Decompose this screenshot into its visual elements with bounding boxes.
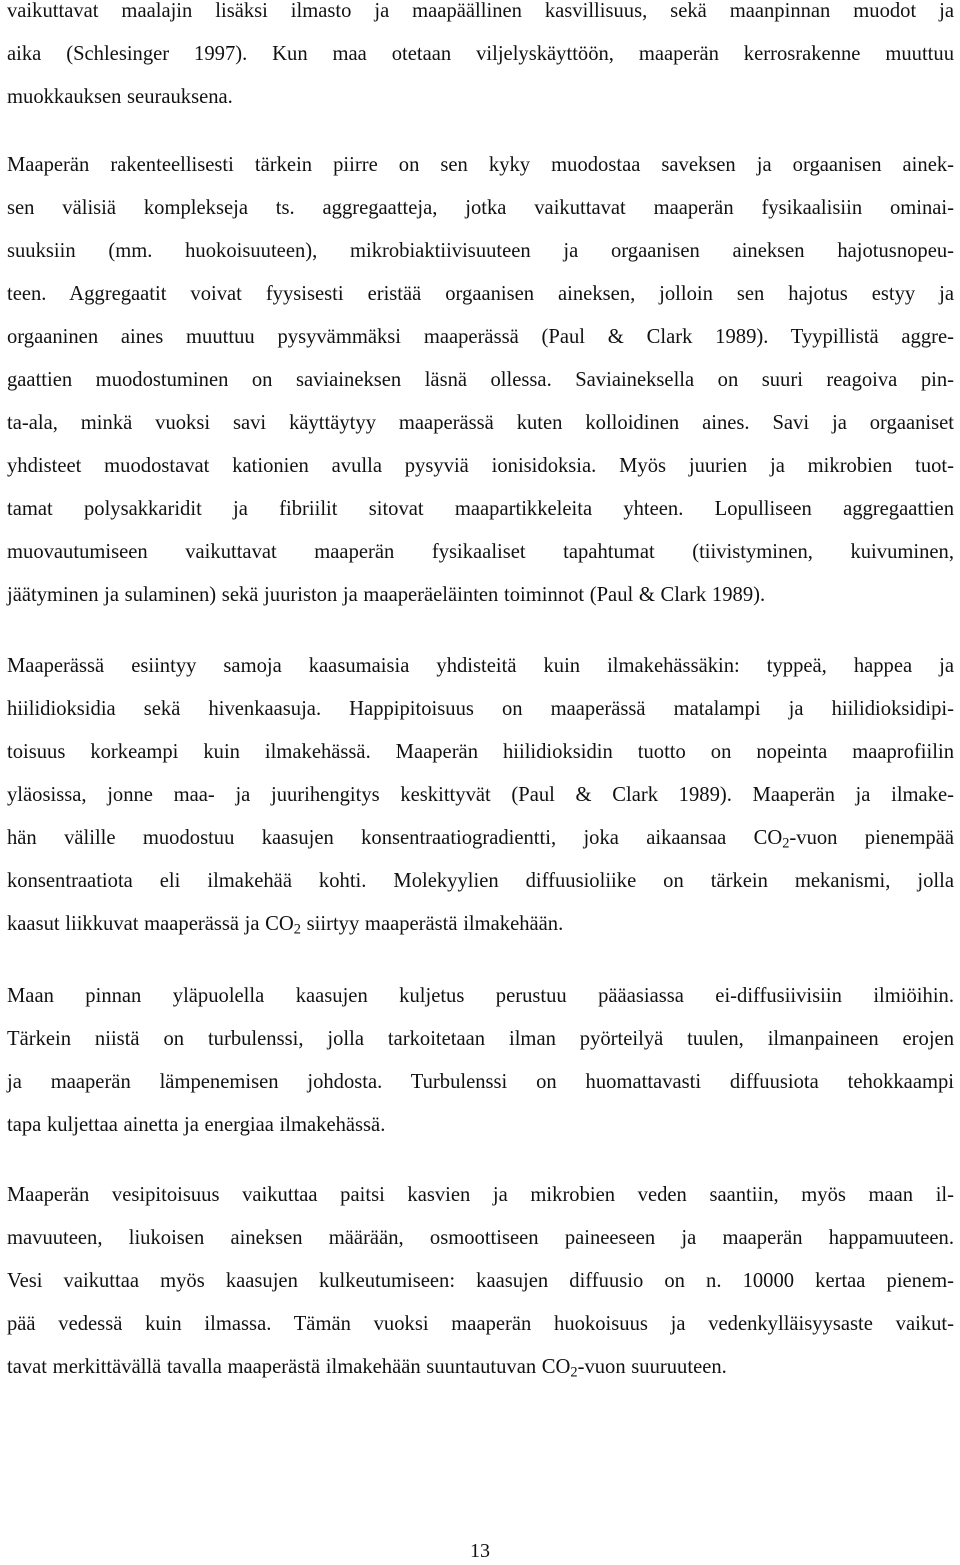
page-number: 13 — [470, 1540, 490, 1562]
text-line — [7, 827, 954, 853]
subscript: 2 — [293, 921, 301, 938]
text-line: jäätyminen ja sulaminen) sekä juuriston ja maaperäeläinten toiminnot (Paul & Clark 1989). — [7, 584, 766, 606]
text-segment: hän välille muodostuu kaasujen konsentraatiogradientti, joka aikaansaa CO — [7, 827, 783, 849]
text-line: yhdisteet muodostavat kationien avulla pysyviä ionisidoksia. Myös juurien ja mikrobien tuot- — [7, 455, 954, 477]
text-line: suuksiin (mm. huokoisuuteen), mikrobiaktiivisuuteen ja orgaanisen aineksen hajotusnopeu- — [7, 240, 954, 262]
text-line: tapa kuljettaa ainetta ja energiaa ilmakehässä. — [7, 1114, 386, 1136]
text-line: orgaaninen aines muuttuu pysyvämmäksi maaperässä (Paul & Clark 1989). Tyypillistä aggre- — [7, 326, 954, 348]
text-line: aika (Schlesinger 1997). Kun maa otetaan viljelyskäyttöön, maaperän kerrosrakenne muuttuu — [7, 43, 954, 65]
text-line: toisuus korkeampi kuin ilmakehässä. Maaperän hiilidioksidin tuotto on nopeinta maaprofiilin — [7, 741, 954, 763]
text-line: ja maaperän lämpenemisen johdosta. Turbulenssi on huomattavasti diffuusiota tehokkaampi — [7, 1071, 954, 1093]
text-line: Tärkein niistä on turbulenssi, jolla tarkoitetaan ilman pyörteilyä tuulen, ilmanpaineen erojen — [7, 1028, 954, 1050]
text-line: Maan pinnan yläpuolella kaasujen kuljetus perustuu pääasiassa ei-diffusiivisiin ilmiöihin. — [7, 985, 954, 1007]
subscript: 2 — [570, 1364, 578, 1381]
text-segment: -vuon suuruuteen. — [577, 1356, 727, 1378]
text-line: gaattien muodostuminen on saviaineksen läsnä ollessa. Saviaineksella on suuri reagoiva pin- — [7, 369, 954, 391]
text-line: yläosissa, jonne maa- ja juurihengitys keskittyvät (Paul & Clark 1989). Maaperän ja ilmake- — [7, 784, 954, 806]
text-line: teen. Aggregaatit voivat fyysisesti eristää orgaanisen aineksen, jolloin sen hajotus estyy ja — [7, 283, 954, 305]
text-line: Maaperän rakenteellisesti tärkein piirre on sen kyky muodostaa saveksen ja orgaanisen ainek- — [7, 154, 954, 176]
text-line: sen välisiä komplekseja ts. aggregaatteja, jotka vaikuttavat maaperän fysikaalisiin ominai- — [7, 197, 954, 219]
text-line: pää vedessä kuin ilmassa. Tämän vuoksi maaperän huokoisuus ja vedenkylläisyysaste vaikut- — [7, 1313, 954, 1335]
text-line: ta-ala, minkä vuoksi savi käyttäytyy maaperässä kuten kolloidinen aines. Savi ja orgaaniset — [7, 412, 954, 434]
subscript: 2 — [782, 835, 790, 852]
text-line: konsentraatiota eli ilmakehää kohti. Molekyylien diffuusioliike on tärkein mekanismi, jolla — [7, 870, 954, 892]
text-segment: tavat merkittävällä tavalla maaperästä ilmakehään suuntautuvan CO — [7, 1356, 571, 1378]
text-line: muovautumiseen vaikuttavat maaperän fysikaaliset tapahtumat (tiivistyminen, kuivuminen, — [7, 541, 954, 563]
text-line — [7, 913, 563, 939]
text-line: Maaperän vesipitoisuus vaikuttaa paitsi kasvien ja mikrobien veden saantiin, myös maan il- — [7, 1184, 954, 1206]
text-segment: -vuon pienempää — [789, 827, 954, 849]
text-segment: kaasut liikkuvat maaperässä ja CO — [7, 913, 294, 935]
text-line: muokkauksen seurauksena. — [7, 86, 233, 108]
text-line: vaikuttavat maalajin lisäksi ilmasto ja maapäällinen kasvillisuus, sekä maanpinnan muodot ja — [7, 0, 954, 22]
text-line: mavuuteen, liukoisen aineksen määrään, osmoottiseen paineeseen ja maaperän happamuuteen. — [7, 1227, 954, 1249]
text-segment: siirtyy maaperästä ilmakehään. — [301, 913, 564, 935]
text-line: Maaperässä esiintyy samoja kaasumaisia yhdisteitä kuin ilmakehässäkin: typpeä, happea ja — [7, 655, 954, 677]
text-line: Vesi vaikuttaa myös kaasujen kulkeutumiseen: kaasujen diffuusio on n. 10000 kertaa pienem- — [7, 1270, 954, 1292]
text-line — [7, 1356, 727, 1382]
text-line: tamat polysakkaridit ja fibriilit sitovat maapartikkeleita yhteen. Lopulliseen aggregaattien — [7, 498, 954, 520]
text-line: hiilidioksidia sekä hivenkaasuja. Happipitoisuus on maaperässä matalampi ja hiilidioksidipi- — [7, 698, 954, 720]
